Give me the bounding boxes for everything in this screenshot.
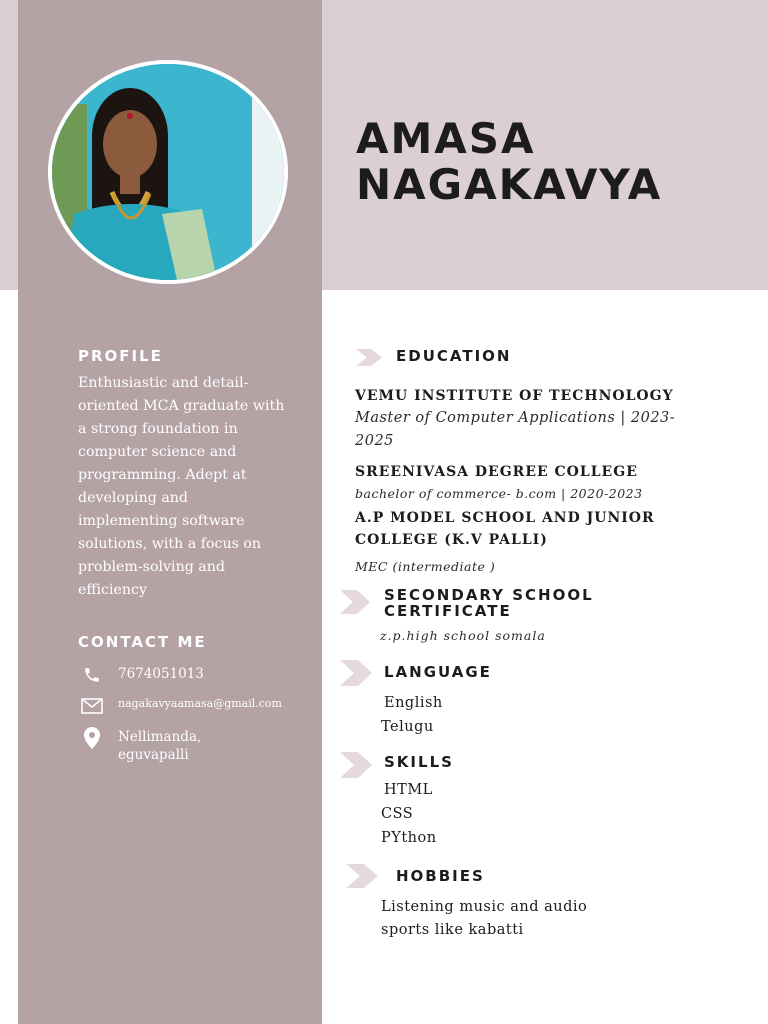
- education-heading: EDUCATION: [396, 347, 512, 365]
- skill-item-1: HTML: [384, 782, 433, 798]
- skill-item-3: PYthon: [381, 830, 437, 846]
- ssc-heading-line-1: SECONDARY SCHOOL: [384, 586, 594, 604]
- profile-summary: Enthusiastic and detail-oriented MCA graduate with a strong foundation in computer science and programming. Adept at developing and implementing software solutions, with a focus on problem-solving and efficiency: [78, 375, 285, 598]
- hobbies-heading: HOBBIES: [396, 867, 485, 885]
- address-line-2: eguvapalli: [118, 747, 189, 763]
- education-detail-1: Master of Computer Applications | 2023-2025: [355, 410, 676, 449]
- education-detail-3: MEC (intermediate ): [355, 559, 496, 574]
- education-chevron-icon: [356, 349, 382, 366]
- candidate-name: [356, 116, 662, 208]
- contact-phone-row: [80, 665, 204, 685]
- last-name: NAGAKAVYA: [356, 160, 663, 209]
- skills-heading: SKILLS: [384, 753, 454, 771]
- address-line-1: Nellimanda,: [118, 729, 202, 745]
- address: [118, 728, 201, 764]
- location-pin-icon: [80, 728, 104, 748]
- language-item-2: Telugu: [381, 719, 434, 735]
- profile-photo: [48, 60, 288, 284]
- phone-icon: [80, 665, 104, 685]
- mail-icon: [80, 696, 104, 716]
- phone-number: 7674051013: [118, 666, 204, 682]
- ssc-detail: z.p.high school somala: [380, 628, 546, 643]
- ssc-heading: [384, 587, 594, 619]
- education-school-1: VEMU INSTITUTE OF TECHNOLOGY: [355, 388, 674, 404]
- education-school-3: A.P MODEL SCHOOL AND JUNIOR COLLEGE (K.V PALLI): [355, 510, 655, 548]
- skill-item-2: CSS: [381, 806, 414, 822]
- profile-heading: PROFILE: [78, 347, 163, 365]
- education-school-2: SREENIVASA DEGREE COLLEGE: [355, 464, 638, 480]
- contact-heading: CONTACT ME: [78, 633, 207, 651]
- language-heading: LANGUAGE: [384, 663, 492, 681]
- hobbies-chevron-icon: [346, 864, 378, 888]
- contact-email-row: [80, 696, 303, 716]
- ssc-heading-line-2: CERTIFICATE: [384, 602, 512, 620]
- ssc-chevron-icon: [340, 590, 370, 614]
- email-address: nagakavyaamasa@gmail.com: [118, 697, 282, 710]
- contact-address-row: [80, 728, 201, 764]
- first-name: AMASA: [356, 114, 536, 163]
- language-chevron-icon: [340, 660, 372, 686]
- education-detail-2: bachelor of commerce- b.com | 2020-2023: [355, 486, 643, 501]
- language-item-1: English: [384, 695, 443, 711]
- hobbies-line-2: sports like kabatti: [381, 922, 524, 938]
- skills-chevron-icon: [340, 752, 372, 778]
- hobbies-line-1: Listening music and audio: [381, 899, 588, 915]
